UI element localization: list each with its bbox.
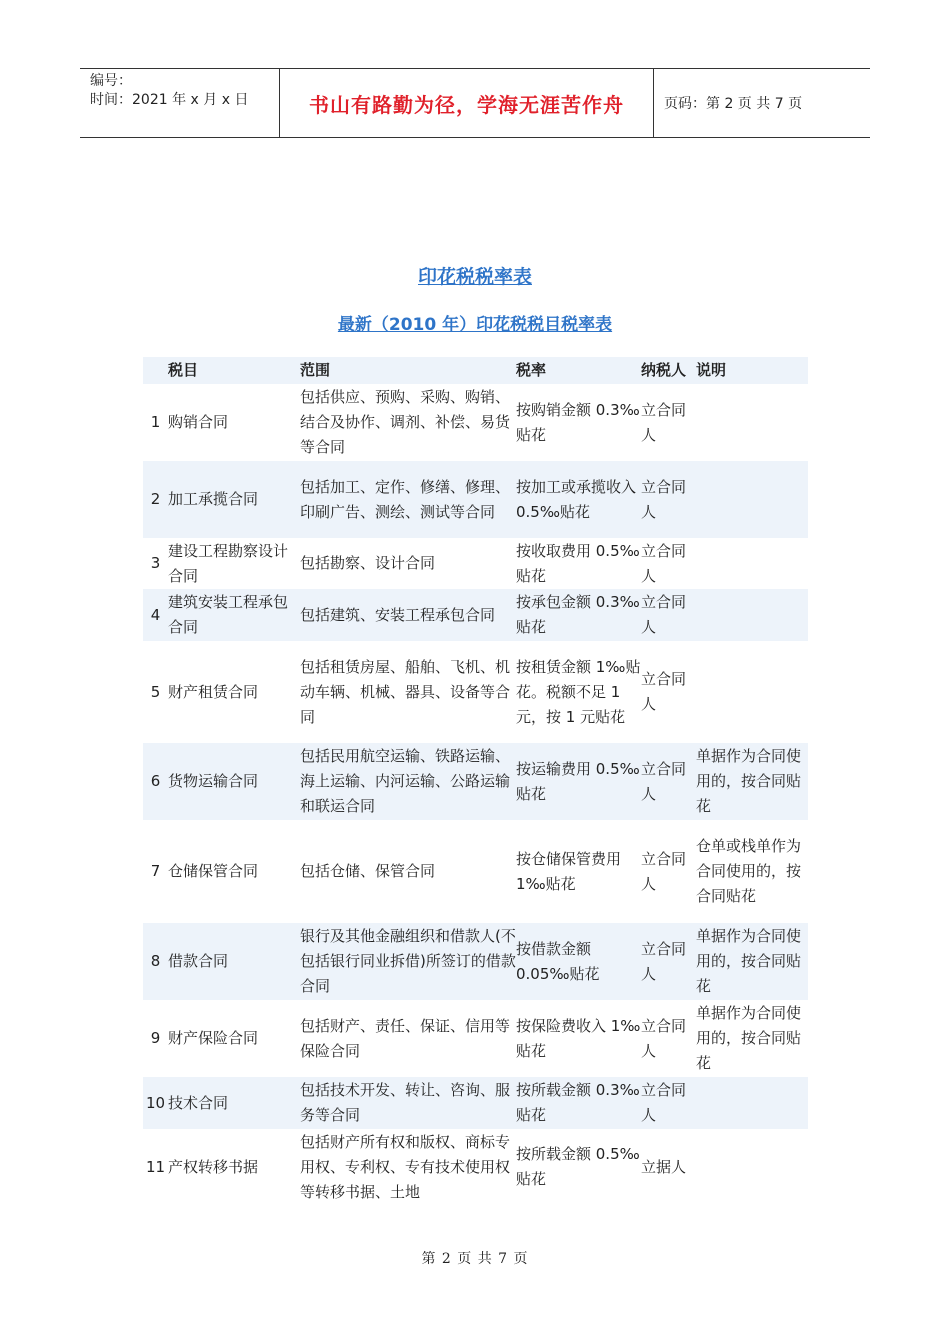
page-footer: 第 2 页 共 7 页 xyxy=(421,1251,529,1267)
row-scope: 包括技术开发、转让、咨询、服务等合同 xyxy=(300,1077,516,1129)
row-item: 建筑安装工程承包合同 xyxy=(168,589,300,641)
row-item: 财产租赁合同 xyxy=(168,682,259,701)
row-rate: 按加工或承揽收入 0.5‰贴花 xyxy=(516,461,641,538)
row-rate: 按借款金额 0.05‰贴花 xyxy=(516,923,641,1000)
row-note xyxy=(696,641,808,743)
row-rate: 按承包金额 0.3‰贴花 xyxy=(516,589,641,641)
row-item: 仓储保管合同 xyxy=(168,862,259,880)
row-no: 5 xyxy=(150,682,161,701)
row-scope: 包括财产所有权和版权、商标专用权、专利权、专有技术使用权等转移书据、土地 xyxy=(300,1132,511,1201)
table-row xyxy=(143,1077,808,1129)
row-no: 4 xyxy=(143,589,168,641)
row-note: 单据作为合同使用的，按合同贴花 xyxy=(696,1004,802,1072)
row-item: 货物运输合同 xyxy=(168,743,300,820)
row-scope: 包括勘察、设计合同 xyxy=(300,554,436,572)
document-subtitle[interactable]: 最新（2010 年）印花税税目税率表 xyxy=(337,315,613,335)
row-note xyxy=(696,589,808,641)
row-scope: 包括加工、定作、修缮、修理、印刷广告、测绘、测试等合同 xyxy=(300,461,516,538)
row-scope: 包括财产、责任、保证、信用等保险合同 xyxy=(300,1016,511,1060)
header-motto: 书山有路勤为径，学海无涯苦作舟 xyxy=(280,69,654,137)
row-scope: 银行及其他金融组织和借款人(不包括银行同业拆借)所签订的借款合同 xyxy=(300,923,516,1000)
row-payer: 立合同人 xyxy=(641,589,696,641)
code-label: 编号： xyxy=(90,73,132,89)
document-title[interactable]: 印花税税率表 xyxy=(417,266,532,288)
row-payer: 立合同人 xyxy=(641,670,687,713)
row-payer: 立合同人 xyxy=(641,923,696,1000)
table-row xyxy=(143,820,808,923)
row-rate: 按收取费用 0.5‰贴花 xyxy=(516,541,640,585)
table-row xyxy=(143,589,808,641)
table-row xyxy=(143,641,808,743)
row-no: 10 xyxy=(143,1077,168,1129)
table-header-row xyxy=(143,357,808,384)
row-item: 加工承揽合同 xyxy=(168,461,300,538)
row-item: 财产保险合同 xyxy=(168,1029,259,1047)
row-note: 仓单或栈单作为合同使用的，按合同贴花 xyxy=(696,837,802,905)
header-payer: 纳税人 xyxy=(641,357,696,384)
header-rate: 税率 xyxy=(516,357,641,384)
row-payer: 立合同人 xyxy=(641,1016,687,1060)
table-row xyxy=(143,1129,808,1205)
row-payer: 立合同人 xyxy=(641,541,687,585)
row-rate: 按所载金额 0.3‰贴花 xyxy=(516,1077,641,1129)
table-row xyxy=(143,461,808,538)
row-scope: 包括建筑、安装工程承包合同 xyxy=(300,589,516,641)
row-item: 产权转移书据 xyxy=(168,1157,259,1176)
tax-rate-table xyxy=(143,357,808,1205)
row-note xyxy=(696,461,808,538)
header-note: 说明 xyxy=(696,357,808,384)
row-payer: 立合同人 xyxy=(641,1077,696,1129)
row-no: 9 xyxy=(150,1029,161,1047)
row-note xyxy=(696,1077,808,1129)
row-note: 单据作为合同使用的，按合同贴花 xyxy=(696,923,808,1000)
table-row xyxy=(143,538,808,589)
row-no: 3 xyxy=(150,554,161,572)
row-scope: 包括租赁房屋、船舶、飞机、机动车辆、机械、器具、设备等合同 xyxy=(300,657,511,726)
page-header xyxy=(80,68,870,138)
row-no: 11 xyxy=(145,1157,166,1176)
row-rate: 按购销金额 0.3‰贴花 xyxy=(516,400,640,444)
row-note: 单据作为合同使用的，按合同贴花 xyxy=(696,743,808,820)
row-rate: 按运输费用 0.5‰贴花 xyxy=(516,743,641,820)
header-page-info: 页码：第 2 页 共 7 页 xyxy=(664,96,803,112)
table-row xyxy=(143,384,808,461)
row-payer: 立合同人 xyxy=(641,743,696,820)
row-no: 2 xyxy=(143,461,168,538)
row-rate: 按保险费收入 1‰贴花 xyxy=(516,1016,641,1060)
row-scope: 包括民用航空运输、铁路运输、海上运输、内河运输、公路运输和联运合同 xyxy=(300,743,516,820)
table-row xyxy=(143,743,808,820)
row-payer: 立据人 xyxy=(641,1157,687,1176)
time-label: 时间：2021 年 x 月 x 日 xyxy=(90,92,249,108)
row-scope: 包括仓储、保管合同 xyxy=(300,862,436,880)
row-item: 借款合同 xyxy=(168,923,300,1000)
row-rate: 按所载金额 0.5‰贴花 xyxy=(516,1145,640,1188)
row-payer: 立合同人 xyxy=(641,461,696,538)
table-row xyxy=(143,1000,808,1077)
row-item: 建设工程勘察设计合同 xyxy=(168,541,289,585)
row-no: 6 xyxy=(143,743,168,820)
row-note xyxy=(696,538,808,589)
row-no: 1 xyxy=(150,413,161,431)
row-payer: 立合同人 xyxy=(641,849,687,893)
row-scope: 包括供应、预购、采购、购销、结合及协作、调剂、补偿、易货等合同 xyxy=(300,388,511,456)
header-meta xyxy=(80,69,280,137)
row-item: 技术合同 xyxy=(168,1077,300,1129)
table-row xyxy=(143,923,808,1000)
row-note xyxy=(696,1129,808,1205)
row-rate: 按租赁金额 1‰贴花。税额不足 1 元，按 1 元贴花 xyxy=(516,657,641,726)
header-scope: 范围 xyxy=(300,357,516,384)
row-rate: 按仓储保管费用 1‰贴花 xyxy=(516,849,622,893)
header-no xyxy=(143,357,168,384)
row-note xyxy=(696,384,808,461)
row-payer: 立合同人 xyxy=(641,400,687,444)
row-no: 7 xyxy=(150,862,161,880)
row-no: 8 xyxy=(143,923,168,1000)
row-item: 购销合同 xyxy=(168,413,229,431)
header-item: 税目 xyxy=(168,357,300,384)
